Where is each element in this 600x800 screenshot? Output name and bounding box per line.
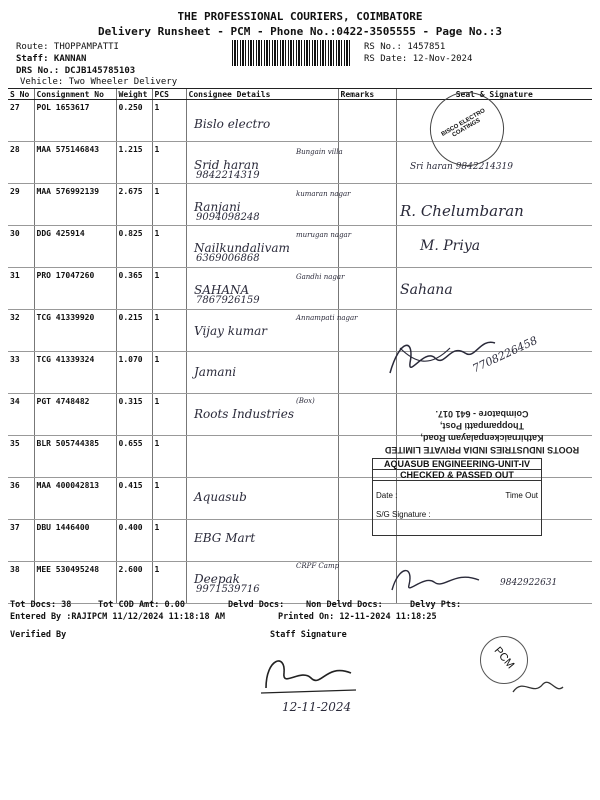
signature-28: Sri haran 9842214319 (410, 162, 513, 172)
roots-stamp-line1: ROOTS INDUSTRIES INDIA PRIVATE LIMITED (384, 445, 580, 455)
non-delvd-docs: Non Delvd Docs: (306, 600, 383, 610)
roots-stamp-line3: Thoppampatti Post, (440, 421, 524, 431)
aquasub-stamp (372, 458, 542, 536)
aquasub-date-row (373, 481, 541, 500)
row-pcs: 1 (152, 226, 186, 268)
staff-signature (256, 648, 366, 698)
row-pcs: 1 (152, 100, 186, 142)
row-consignment: BLR 505744385 (34, 436, 116, 478)
row-pcs: 1 (152, 184, 186, 226)
consignee-handwriting-area: (Box) (296, 396, 315, 405)
verified-by: Verified By (10, 630, 67, 640)
row-consignment: PGT 4748482 (34, 394, 116, 436)
col-remarks: Remarks (338, 89, 396, 100)
consignee-handwriting: Srid haran (194, 158, 259, 173)
consignee-handwriting: Bislo electro (194, 117, 271, 131)
row-pcs: 1 (152, 310, 186, 352)
consignee-handwriting-area: Annampati nagar (296, 314, 358, 322)
row-sno: 38 (8, 562, 34, 604)
row-weight: 0.655 (116, 436, 152, 478)
vehicle: Vehicle: Two Wheeler Delivery (20, 77, 178, 87)
consignee-handwriting: Deepak (194, 572, 240, 587)
row-sno: 27 (8, 100, 34, 142)
staff: Staff: KANNAN (16, 54, 87, 64)
row-sno: 32 (8, 310, 34, 352)
staff-signature-date: 12-11-2024 (282, 700, 352, 714)
consignee-handwriting: Vijay kumar (194, 324, 268, 338)
row-consignment: PRO 17047260 (34, 268, 116, 310)
row-consignment: DDG 425914 (34, 226, 116, 268)
col-consignee: Consignee Details (186, 89, 338, 100)
consignee-handwriting: Jamani (194, 365, 237, 380)
consignee-handwriting: Aquasub (194, 489, 247, 504)
col-weight: Weight (116, 89, 152, 100)
tot-cod: Tot COD Amt: 0.00 (98, 600, 185, 610)
row-sno: 37 (8, 520, 34, 562)
consignee-handwriting: EBG Mart (194, 531, 256, 545)
signature-38-scribble (384, 560, 494, 600)
signature-31: Sahana (400, 282, 453, 298)
row-weight: 2.675 (116, 184, 152, 226)
consignee-handwriting-area: Gandhi nagar (296, 272, 345, 281)
staff-signature-label: Staff Signature (270, 630, 347, 640)
row-consignment: TCG 41339324 (34, 352, 116, 394)
row-pcs: 1 (152, 142, 186, 184)
row-weight: 0.215 (116, 310, 152, 352)
row-weight: 0.365 (116, 268, 152, 310)
row-consignment: TCG 41339920 (34, 310, 116, 352)
row-sno: 28 (8, 142, 34, 184)
col-pcs: PCS (152, 89, 186, 100)
aquasub-line1: AQUASUB ENGINEERING-UNIT-IV (373, 459, 541, 470)
consignee-handwriting-phone: 9971539716 (196, 584, 260, 596)
row-sno: 35 (8, 436, 34, 478)
row-consignment: MAA 575146843 (34, 142, 116, 184)
row-weight: 1.215 (116, 142, 152, 184)
consignee-handwriting: SAHANA (194, 282, 250, 297)
consignee-handwriting: Ranjani (194, 199, 241, 214)
consignee-handwriting-area: kumaran nagar (296, 189, 351, 198)
signature-38: 9842922631 (500, 578, 558, 588)
aquasub-sig: S/G Signature : (376, 510, 431, 519)
row-pcs: 1 (152, 436, 186, 478)
aquasub-date: Date : (376, 491, 398, 500)
row-pcs: 1 (152, 562, 186, 604)
row-consignment: MAA 400042813 (34, 478, 116, 520)
rs-date: RS Date: 12-Nov-2024 (364, 54, 473, 64)
row-weight: 0.415 (116, 478, 152, 520)
row-remarks (338, 142, 396, 184)
runsheet-title: Delivery Runsheet - PCM - Phone No.:0422-3505555 - Page No.:3 (98, 25, 502, 38)
bisco-stamp-text: BISCO ELECTRO COATINGS (440, 108, 487, 139)
delvy-pts: Delvy Pts: (410, 600, 462, 610)
consignee-handwriting-phone: 9842214319 (196, 170, 260, 182)
col-seal-signature: Seal & Signature (396, 89, 592, 100)
consignee-handwriting-area: Bungain villa (296, 148, 343, 157)
printed-on: Printed On: 12-11-2024 11:18:25 (278, 612, 437, 622)
row-consignment: MEE 530495248 (34, 562, 116, 604)
row-pcs: 1 (152, 520, 186, 562)
row-pcs: 1 (152, 352, 186, 394)
row-sno: 33 (8, 352, 34, 394)
consignee-handwriting-phone: 9094098248 (196, 211, 260, 223)
pcm-signature (508, 672, 568, 702)
signature-30: M. Priya (420, 238, 481, 254)
signature-33: 7708226458 (470, 333, 540, 376)
consignee-handwriting-area: murugan nagar (296, 231, 352, 240)
row-weight: 0.400 (116, 520, 152, 562)
rs-no: RS No.: 1457851 (364, 42, 446, 52)
row-remarks (338, 100, 396, 142)
row-weight: 1.070 (116, 352, 152, 394)
row-weight: 2.600 (116, 562, 152, 604)
row-pcs: 1 (152, 268, 186, 310)
tot-docs: Tot Docs: 38 (10, 600, 72, 610)
row-sno: 30 (8, 226, 34, 268)
entered-by: Entered By :RAJIPCM 11/12/2024 11:18:18 AM (10, 612, 225, 622)
aquasub-line2: CHECKED & PASSED OUT (373, 470, 541, 481)
col-consignment: Consignment No (34, 89, 116, 100)
row-consignment: MAA 576992139 (34, 184, 116, 226)
row-pcs: 1 (152, 478, 186, 520)
row-sno: 36 (8, 478, 34, 520)
row-sno: 29 (8, 184, 34, 226)
pcm-stamp-text: PCM (491, 644, 517, 672)
consignee-handwriting-phone: 7867926159 (196, 294, 260, 306)
row-consignment: POL 1653617 (34, 100, 116, 142)
roots-stamp-line2: Kathirnaickenpalayam Road, (420, 433, 544, 443)
drs-no: DRS No.: DCJB145785103 (16, 66, 136, 76)
row-consignee (186, 436, 338, 478)
row-remarks (338, 268, 396, 310)
aquasub-time: Time Out (505, 491, 538, 500)
signature-29: R. Chelumbaran (400, 202, 524, 220)
row-consignment: DBU 1446400 (34, 520, 116, 562)
delvd-docs: Delvd Docs: (228, 600, 285, 610)
consignee-handwriting: Roots Industries (194, 406, 294, 421)
roots-stamp-line4: Coimbatore - 641 017. (435, 409, 529, 419)
row-sno: 31 (8, 268, 34, 310)
barcode (232, 40, 352, 66)
col-sno: S No (8, 89, 34, 100)
roots-stamp (366, 398, 598, 456)
consignee-handwriting: Nailkundalivam (194, 241, 290, 256)
route: Route: THOPPAMPATTI (16, 42, 119, 52)
row-pcs: 1 (152, 394, 186, 436)
row-weight: 0.315 (116, 394, 152, 436)
consignee-handwriting-area: CRPF Camp (296, 562, 340, 571)
company-title: THE PROFESSIONAL COURIERS, COIMBATORE (177, 10, 423, 23)
table-row (8, 100, 592, 142)
consignee-handwriting-phone: 6369006868 (196, 253, 260, 265)
table-header-row (8, 89, 592, 100)
row-weight: 0.250 (116, 100, 152, 142)
row-sno: 34 (8, 394, 34, 436)
row-weight: 0.825 (116, 226, 152, 268)
